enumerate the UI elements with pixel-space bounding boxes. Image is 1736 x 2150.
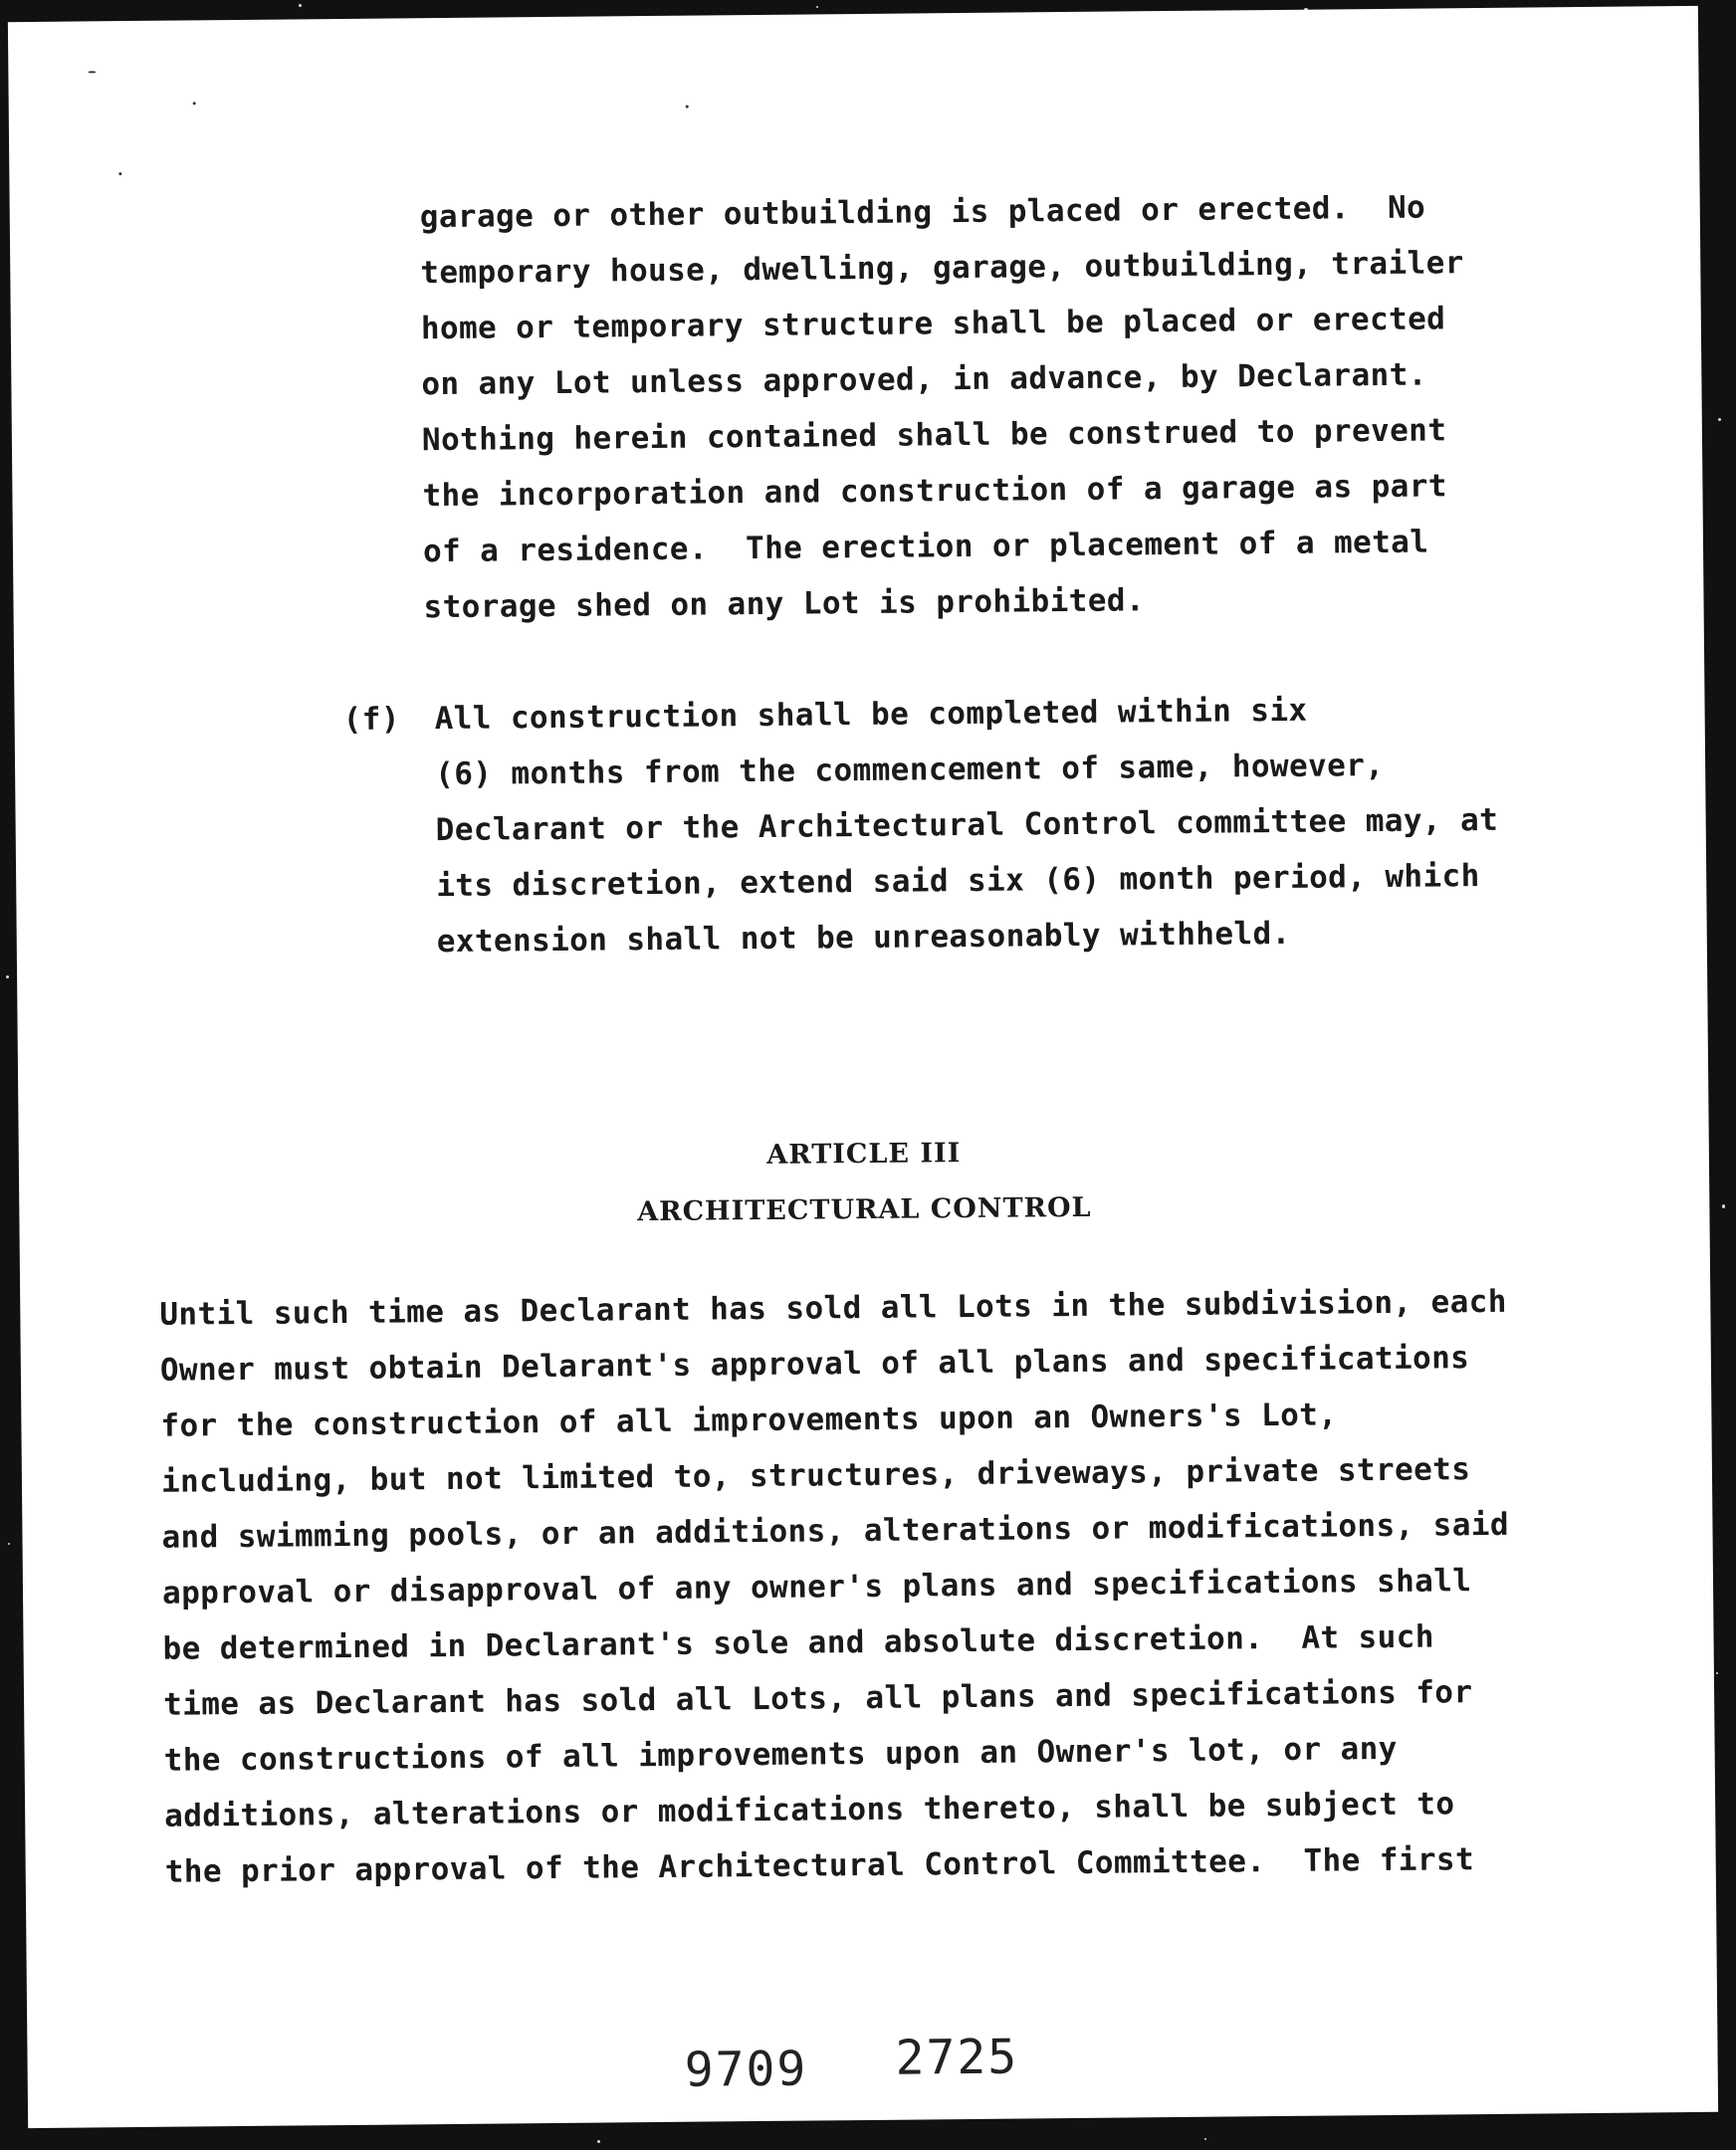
paragraph-line: additions, alterations or modifications thereto, shall be subject to (164, 1786, 1455, 1834)
paragraph-line: storage shed on any Lot is prohibited. (423, 582, 1146, 626)
paper-speck (88, 71, 96, 73)
scan-noise (597, 2140, 600, 2143)
scan-noise (299, 4, 302, 7)
scan-noise (816, 6, 818, 8)
paragraph-line: including, but not limited to, structures, driveways, private streets (160, 1451, 1471, 1500)
paragraph-line: and swimming pools, or an additions, alterations or modifications, said (161, 1506, 1510, 1556)
paragraph-line: the constructions of all improvements upon an Owner's lot, or any (163, 1730, 1398, 1779)
paragraph-line: Owner must obtain Delarant's approval of all plans and specifications (159, 1340, 1470, 1389)
scan-noise (8, 1543, 10, 1545)
recording-page-number: 2725 (895, 2029, 1019, 2086)
paper-speck (686, 106, 689, 108)
paragraph-line: the incorporation and construction of a garage as part (422, 468, 1448, 515)
scan-noise (1722, 1204, 1725, 1208)
paragraph-line: the prior approval of the Architectural Control Committee. The first (164, 1841, 1475, 1890)
paragraph-line: garage or other outbuilding is placed or erected. No (419, 189, 1426, 236)
scan-noise (1718, 418, 1721, 421)
article-number: ARTICLE III (766, 1138, 962, 1171)
paragraph-line: on any Lot unless approved, in advance, by Declarant. (421, 356, 1427, 403)
paragraph-line: Until such time as Declarant has sold all Lots in the subdivision, each (159, 1283, 1507, 1333)
paper-speck (193, 102, 196, 105)
paragraph-line: time as Declarant has sold all Lots, all plans and specifications for (162, 1674, 1473, 1723)
paragraph-line: (6) months from the commencement of same, however, (434, 747, 1385, 793)
paragraph-line: its discretion, extend said six (6) month period, which (436, 858, 1480, 905)
paragraph-line: of a residence. The erection or placement of a metal (422, 524, 1429, 570)
paragraph-line: Nothing herein contained shall be construed to prevent (421, 412, 1447, 459)
article-title: ARCHITECTURAL CONTROL (637, 1191, 1092, 1228)
paragraph-line: temporary house, dwelling, garage, outbuilding, trailer (420, 245, 1464, 292)
recording-book-number: 9709 (684, 2041, 808, 2098)
scan-noise (6, 975, 9, 978)
paragraph-line: extension shall not be unreasonably withheld. (436, 915, 1291, 961)
paragraph-line: approval or disapproval of any owner's plans and specifications shall (161, 1563, 1472, 1612)
paragraph-line: for the construction of all improvements upon an Owners's Lot, (160, 1397, 1338, 1444)
subsection-marker: (f) (342, 701, 400, 738)
paragraph-line: Declarant or the Architectural Control committee may, at (435, 801, 1499, 849)
scan-noise (1716, 1672, 1718, 1674)
paragraph-line: be determined in Declarant's sole and absolute discretion. At such (162, 1618, 1434, 1667)
continuation-paragraph (8, 6, 1698, 626)
scan-noise (1204, 2138, 1206, 2140)
paragraph-line: home or temporary structure shall be placed or erected (420, 301, 1446, 347)
paragraph-line: All construction shall be completed within six (434, 692, 1308, 738)
paper-speck (118, 172, 121, 175)
document-page (8, 6, 1718, 2128)
